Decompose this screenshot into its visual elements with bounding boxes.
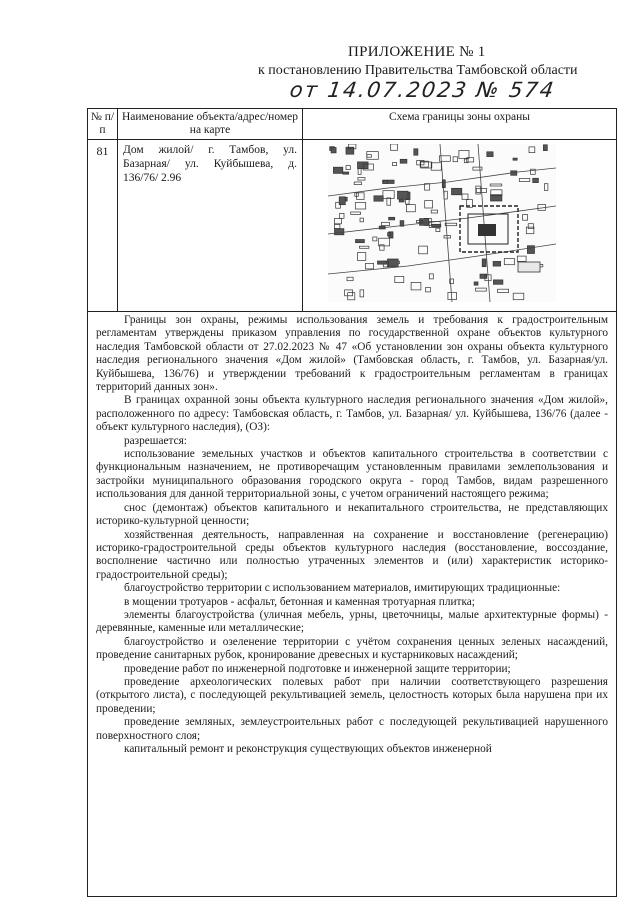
- table-row: [88, 140, 617, 312]
- paragraph: В границах охранной зоны объекта культурного наследия регионального значения «Дом жилой», расположенного по адресу: Тамбовская область, г. Тамбов, ул. Базарная/ ул. Куйбышева, 136/76 (далее - объект культурного наследия), (ОЗ):: [96, 394, 608, 434]
- paragraph: проведение археологических полевых работ при наличии соответствующего разрешения (открытого листа), с последующей рекультивацией земель, целостность которых была нарушена при их проведении;: [96, 675, 608, 715]
- paragraph-list: [96, 314, 608, 756]
- column-header-number: № п/п: [88, 109, 118, 140]
- appendix-subtitle: к постановлению Правительства Тамбовской области: [258, 63, 578, 78]
- requirements-text: [88, 312, 617, 897]
- object-name: Дом жилой/ г. Тамбов, ул. Базарная/ ул. Куйбышева, д. 136/76/ 2.96: [118, 140, 303, 312]
- paragraph: разрешается:: [124, 434, 187, 447]
- paragraph: благоустройство и озеленение территории с учётом сохранения ценных зеленых насаждений, проведение санитарных рубок, кронирование древесных и кустарниковых насаждений;: [96, 635, 608, 662]
- paragraph: благоустройство территории с использованием материалов, имитирующих традиционные:: [124, 582, 561, 595]
- text-row: [88, 312, 617, 897]
- appendix-title: ПРИЛОЖЕНИЕ № 1: [348, 44, 486, 60]
- paragraph: в мощении тротуаров - асфальт, бетонная и каменная тротуарная плитка;: [124, 595, 475, 608]
- paragraph: Границы зон охраны, режимы использования земель и требования к градостроительным регламентам утверждены приказом управления по государственной охране объектов культурного наследия Тамбовской области от 27.02.2023 № 47 «Об установлении зон охраны объекта культурного наследия регионального значения «Дом жилой» (Тамбовская область, г. Тамбов, ул. Базарная/ул. Куйбышева, 136/76) и утверждении требований к градостроительным регламентам в границах территорий данных зон».: [96, 314, 608, 394]
- protection-zone-map: [328, 144, 556, 302]
- paragraph: элементы благоустройства (уличная мебель, урны, цветочницы, малые архитектурные формы) - деревянные, каменные или металлические;: [96, 608, 608, 635]
- appendix-table: [87, 108, 617, 897]
- column-header-name: Наименование объекта/адрес/номер на карте: [118, 109, 303, 140]
- scheme-cell: [303, 140, 617, 312]
- row-number: 81: [88, 140, 118, 312]
- column-header-scheme: Схема границы зоны охраны: [303, 109, 617, 140]
- paragraph: капитальный ремонт и реконструкция существующих объектов инженерной: [124, 743, 492, 755]
- paragraph: проведение земляных, землеустроительных работ с последующей рекультивацией нарушенного поверхностного слоя;: [96, 716, 608, 742]
- paragraph: снос (демонтаж) объектов капитального и некапитального строительства, не представляющих историко-культурной ценности;: [96, 501, 608, 528]
- handwritten-date: от 14.07.2023 № 574: [288, 78, 557, 102]
- table-header-row: [88, 109, 617, 140]
- paragraph: использование земельных участков и объектов капитального строительства в соответствии с функциональным назначением, не противоречащим установленным правилами землепользования и застройки муниципального образования городского округа - город Тамбов, видам разрешенного использования для данной территориальной зоны, с учетом ограничений настоящего режима;: [96, 448, 608, 501]
- paragraph: хозяйственная деятельность, направленная на сохранение и восстановление (регенерацию) историко-градостроительной среды объектов культурного наследия (восстановление, воссоздание, восполнение частично или полностью утраченных элементов и (или) характеристик историко-градостроительной среды);: [96, 528, 608, 581]
- paragraph: проведение работ по инженерной подготовке и инженерной защите территории;: [124, 662, 511, 675]
